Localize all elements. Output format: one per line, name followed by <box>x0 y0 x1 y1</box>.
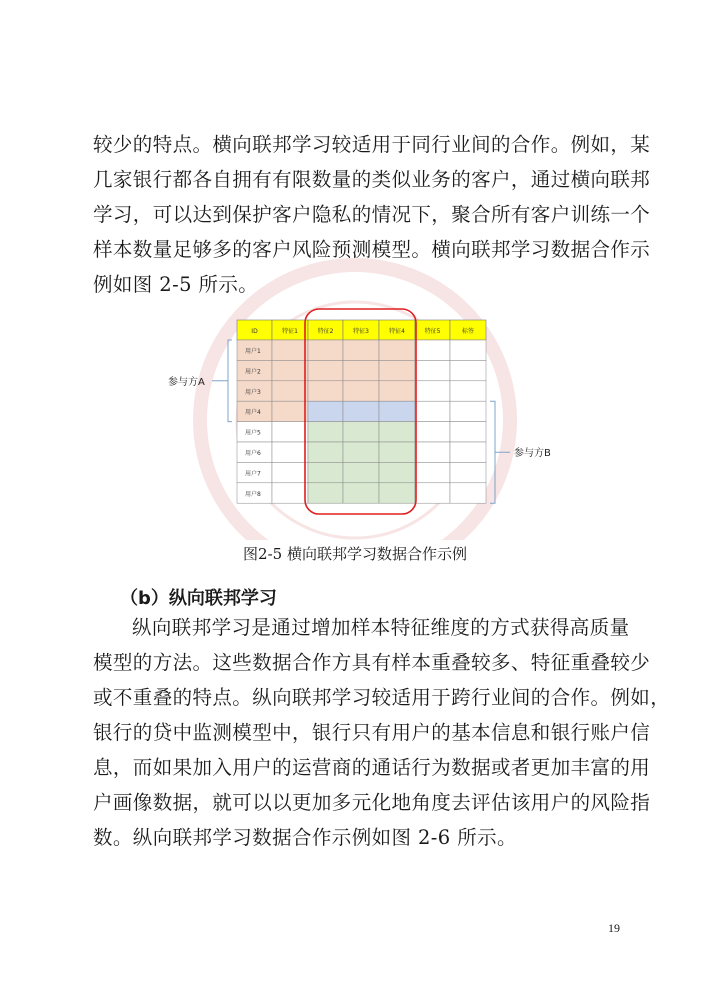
table-cell <box>415 381 450 401</box>
text-line: 银行的贷中监测模型中，银行只有用户的基本信息和银行账户信 <box>93 721 651 744</box>
table-cell <box>415 422 450 442</box>
table-cell <box>343 422 379 442</box>
table-header-label: 特征1 <box>282 328 298 335</box>
table-cell <box>450 483 486 503</box>
table-row-label: 用户4 <box>245 409 261 417</box>
text-line: 纵向联邦学习是通过增加样本特征维度的方式获得高质量 <box>132 616 630 639</box>
table-cell <box>415 360 450 380</box>
table-row-label: 用户7 <box>245 470 261 478</box>
participant-a-label: 参与方A <box>168 376 205 388</box>
table-cell <box>415 442 450 462</box>
table-cell <box>272 340 308 360</box>
table-cell <box>272 401 308 421</box>
text-line: 样本数量足够多的客户风险预测模型。横向联邦学习数据合作示 <box>93 238 651 261</box>
table-header-label: 特征4 <box>389 328 405 335</box>
table-row-label: 用户2 <box>245 368 261 376</box>
section-heading: （b）纵向联邦学习 <box>120 588 277 609</box>
table-cell <box>450 422 486 442</box>
text-line: 学习，可以达到保护客户隐私的情况下，聚合所有客户训练一个 <box>93 203 651 226</box>
table-cell <box>379 462 415 482</box>
table-cell <box>343 360 379 380</box>
table-cell <box>379 381 415 401</box>
table-cell <box>379 360 415 380</box>
text-line: 或不重叠的特点。纵向联邦学习较适用于跨行业间的合作。例如， <box>93 686 671 709</box>
table-cell <box>450 442 486 462</box>
table-cell <box>308 381 343 401</box>
table-cell <box>343 340 379 360</box>
table-header-label: 标签 <box>461 328 475 335</box>
table-cell <box>272 483 308 503</box>
table-cell <box>415 401 450 421</box>
table-cell <box>272 462 308 482</box>
table-cell <box>450 340 486 360</box>
participant-b-label: 参与方B <box>514 448 551 460</box>
text-line: 例如图 2-5 所示。 <box>93 273 259 296</box>
page-number: 19 <box>608 921 620 935</box>
text-line: 数。纵向联邦学习数据合作示例如图 2-6 所示。 <box>93 826 517 849</box>
table-cell <box>272 360 308 380</box>
text-line: 较少的特点。横向联邦学习较适用于同行业间的合作。例如，某 <box>93 133 651 156</box>
table-cell <box>415 340 450 360</box>
table-cell <box>379 340 415 360</box>
table-cell <box>343 401 379 421</box>
table-cell <box>379 442 415 462</box>
table-cell <box>308 462 343 482</box>
table-cell <box>343 381 379 401</box>
table-cell <box>272 442 308 462</box>
table-header-label: 特征5 <box>424 328 441 335</box>
table-header-label: 特征2 <box>317 328 334 335</box>
table-cell <box>379 422 415 442</box>
table-cell <box>272 381 308 401</box>
table-cell <box>308 442 343 462</box>
text-line: 模型的方法。这些数据合作方具有样本重叠较多、特征重叠较少 <box>93 651 651 674</box>
table-cell <box>308 360 343 380</box>
table-cell <box>343 462 379 482</box>
table-cell <box>415 462 450 482</box>
table-cell <box>450 462 486 482</box>
table-cell <box>308 340 343 360</box>
table-cell <box>308 483 343 503</box>
text-line: 息，而如果加入用户的运营商的通话行为数据或者更加丰富的用 <box>93 756 651 779</box>
text-line: 户画像数据，就可以以更加多元化地角度去评估该用户的风险指 <box>93 791 651 814</box>
text-line: 几家银行都各自拥有有限数量的类似业务的客户，通过横向联邦 <box>93 168 651 191</box>
table-row-label: 用户5 <box>245 429 261 437</box>
table-row-label: 用户1 <box>245 348 261 355</box>
table-cell <box>450 360 486 380</box>
table-row-label: 用户8 <box>245 490 261 498</box>
table-cell <box>272 422 308 442</box>
table-cell <box>450 381 486 401</box>
table-header-label: 特征3 <box>353 328 369 335</box>
table-cell <box>343 442 379 462</box>
table-cell <box>379 483 415 503</box>
table-header-label: ID <box>251 328 258 335</box>
table-cell <box>450 401 486 421</box>
paragraph-vertical-fl <box>93 610 671 855</box>
table-cell <box>343 483 379 503</box>
table-cell <box>415 483 450 503</box>
table-cell <box>379 401 415 421</box>
table-cell <box>308 422 343 442</box>
table-row-label: 用户6 <box>245 450 261 457</box>
table-cell <box>308 401 343 421</box>
figure-caption: 图2-5 横向联邦学习数据合作示例 <box>243 545 467 563</box>
table-row-label: 用户3 <box>245 388 261 396</box>
